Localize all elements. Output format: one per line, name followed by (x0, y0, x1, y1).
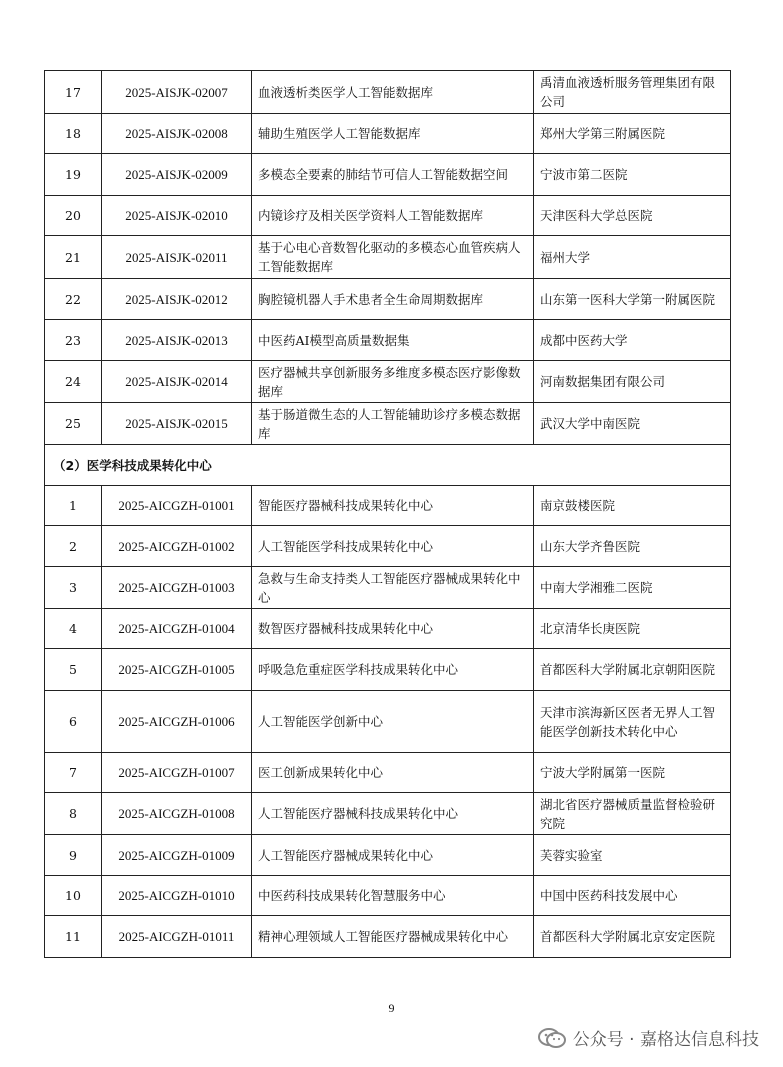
table-row (45, 793, 731, 835)
row-number: 3 (45, 567, 102, 609)
organization: 湖北省医疗器械质量监督检验研究院 (534, 793, 731, 835)
organization: 芙蓉实验室 (534, 835, 731, 876)
project-name: 基于肠道微生态的人工智能辅助诊疗多模态数据库 (252, 403, 534, 445)
project-code: 2025-AISJK-02007 (102, 71, 252, 114)
organization: 宁波大学附属第一医院 (534, 753, 731, 793)
section-header-row (45, 445, 731, 486)
table-row (45, 526, 731, 567)
table-row (45, 114, 731, 154)
row-number: 1 (45, 486, 102, 526)
organization: 福州大学 (534, 236, 731, 279)
project-name: 中医药科技成果转化智慧服务中心 (252, 876, 534, 916)
organization: 山东大学齐鲁医院 (534, 526, 731, 567)
row-number: 2 (45, 526, 102, 567)
row-number: 24 (45, 361, 102, 403)
project-name: 医工创新成果转化中心 (252, 753, 534, 793)
table-row (45, 835, 731, 876)
project-code: 2025-AICGZH-01005 (102, 649, 252, 691)
project-code: 2025-AICGZH-01004 (102, 609, 252, 649)
table-row (45, 279, 731, 320)
organization: 首都医科大学附属北京朝阳医院 (534, 649, 731, 691)
table-row (45, 403, 731, 445)
project-code: 2025-AISJK-02010 (102, 196, 252, 236)
row-number: 5 (45, 649, 102, 691)
table-row (45, 649, 731, 691)
table-row (45, 916, 731, 958)
row-number: 9 (45, 835, 102, 876)
project-name: 人工智能医疗器械成果转化中心 (252, 835, 534, 876)
transfer-center-rows (45, 486, 731, 958)
row-number: 11 (45, 916, 102, 958)
project-list-table (44, 70, 731, 958)
table-row (45, 196, 731, 236)
organization: 山东第一医科大学第一附属医院 (534, 279, 731, 320)
table-row (45, 361, 731, 403)
project-name: 医疗器械共享创新服务多维度多模态医疗影像数据库 (252, 361, 534, 403)
project-code: 2025-AICGZH-01006 (102, 691, 252, 753)
row-number: 10 (45, 876, 102, 916)
row-number: 22 (45, 279, 102, 320)
project-name: 人工智能医学创新中心 (252, 691, 534, 753)
wechat-icon (537, 1027, 567, 1049)
organization: 北京清华长庚医院 (534, 609, 731, 649)
project-code: 2025-AISJK-02008 (102, 114, 252, 154)
page-number: 9 (388, 1001, 395, 1015)
organization: 中国中医药科技发展中心 (534, 876, 731, 916)
row-number: 20 (45, 196, 102, 236)
project-name: 多模态全要素的肺结节可信人工智能数据空间 (252, 154, 534, 196)
project-code: 2025-AISJK-02014 (102, 361, 252, 403)
row-number: 23 (45, 320, 102, 361)
project-name: 数智医疗器械科技成果转化中心 (252, 609, 534, 649)
project-name: 血液透析类医学人工智能数据库 (252, 71, 534, 114)
row-number: 8 (45, 793, 102, 835)
project-code: 2025-AICGZH-01008 (102, 793, 252, 835)
project-name: 内镜诊疗及相关医学资料人工智能数据库 (252, 196, 534, 236)
organization: 天津医科大学总医院 (534, 196, 731, 236)
database-rows (45, 71, 731, 445)
project-code: 2025-AISJK-02012 (102, 279, 252, 320)
row-number: 6 (45, 691, 102, 753)
project-name: 胸腔镜机器人手术患者全生命周期数据库 (252, 279, 534, 320)
row-number: 7 (45, 753, 102, 793)
table-row (45, 753, 731, 793)
table-row (45, 876, 731, 916)
table-row (45, 567, 731, 609)
organization: 武汉大学中南医院 (534, 403, 731, 445)
project-code: 2025-AICGZH-01007 (102, 753, 252, 793)
section-title: （2）医学科技成果转化中心 (45, 445, 731, 486)
project-name: 人工智能医学科技成果转化中心 (252, 526, 534, 567)
row-number: 4 (45, 609, 102, 649)
table-row (45, 609, 731, 649)
wechat-watermark (537, 1025, 759, 1050)
project-name: 智能医疗器械科技成果转化中心 (252, 486, 534, 526)
organization: 首都医科大学附属北京安定医院 (534, 916, 731, 958)
project-code: 2025-AISJK-02015 (102, 403, 252, 445)
organization: 宁波市第二医院 (534, 154, 731, 196)
project-code: 2025-AISJK-02011 (102, 236, 252, 279)
project-name: 精神心理领域人工智能医疗器械成果转化中心 (252, 916, 534, 958)
project-name: 中医药AI模型高质量数据集 (252, 320, 534, 361)
row-number: 19 (45, 154, 102, 196)
project-code: 2025-AICGZH-01002 (102, 526, 252, 567)
organization: 南京鼓楼医院 (534, 486, 731, 526)
project-code: 2025-AICGZH-01010 (102, 876, 252, 916)
project-name: 急救与生命支持类人工智能医疗器械成果转化中心 (252, 567, 534, 609)
row-number: 17 (45, 71, 102, 114)
project-code: 2025-AICGZH-01001 (102, 486, 252, 526)
project-name: 基于心电心音数智化驱动的多模态心血管疾病人工智能数据库 (252, 236, 534, 279)
organization: 河南数据集团有限公司 (534, 361, 731, 403)
organization: 成都中医药大学 (534, 320, 731, 361)
project-code: 2025-AICGZH-01009 (102, 835, 252, 876)
organization: 郑州大学第三附属医院 (534, 114, 731, 154)
table-row (45, 154, 731, 196)
project-code: 2025-AICGZH-01011 (102, 916, 252, 958)
section-header-group (45, 445, 731, 486)
project-name: 人工智能医疗器械科技成果转化中心 (252, 793, 534, 835)
project-code: 2025-AISJK-02009 (102, 154, 252, 196)
table-row (45, 691, 731, 753)
watermark-text: 公众号 · 嘉格达信息科技 (572, 1030, 759, 1050)
organization: 禹清血液透析服务管理集团有限公司 (534, 71, 731, 114)
organization: 天津市滨海新区医者无界人工智能医学创新技术转化中心 (534, 691, 731, 753)
table-row (45, 486, 731, 526)
project-code: 2025-AISJK-02013 (102, 320, 252, 361)
table-row (45, 236, 731, 279)
table-row (45, 71, 731, 114)
row-number: 18 (45, 114, 102, 154)
organization: 中南大学湘雅二医院 (534, 567, 731, 609)
project-code: 2025-AICGZH-01003 (102, 567, 252, 609)
table-row (45, 320, 731, 361)
row-number: 25 (45, 403, 102, 445)
project-name: 呼吸急危重症医学科技成果转化中心 (252, 649, 534, 691)
row-number: 21 (45, 236, 102, 279)
project-name: 辅助生殖医学人工智能数据库 (252, 114, 534, 154)
